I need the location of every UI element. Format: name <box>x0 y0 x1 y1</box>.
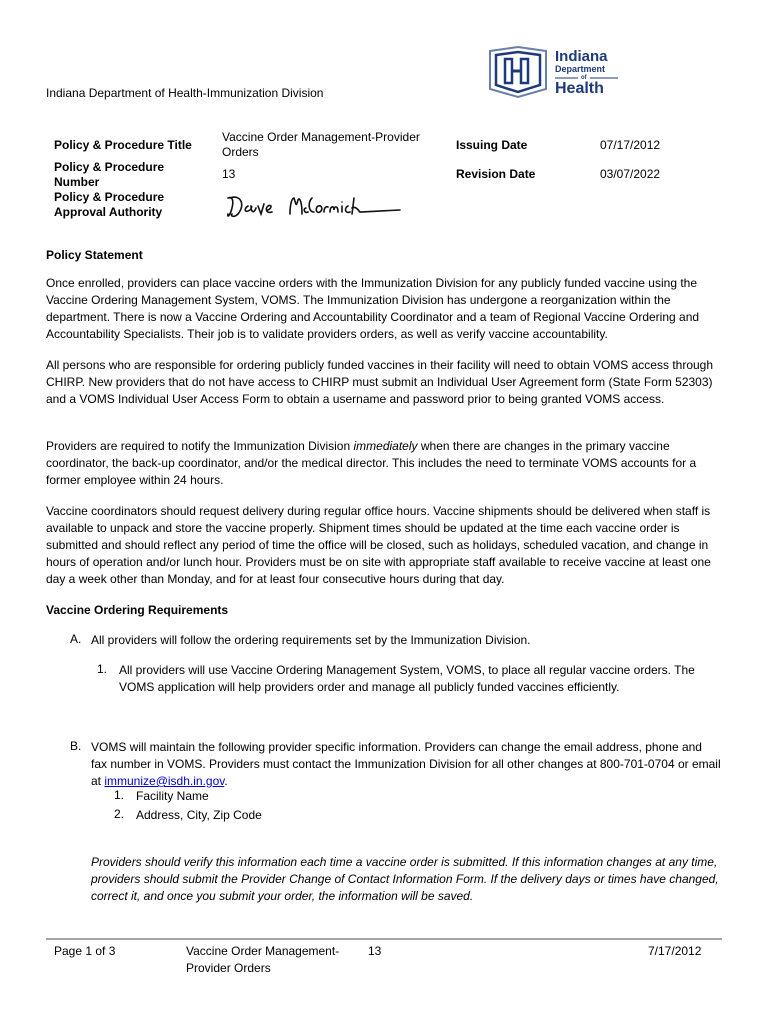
paragraph-3-end: when there are changes in the primary vaccine coordinator, the back-up coordinator, and/or the medical director. This includes the need to terminate VOMS accounts for a former employee within 24 hours. <box>46 439 697 487</box>
number-label <box>54 160 164 190</box>
paragraph-1: Once enrolled, providers can place vaccine orders with the Immunization Division for any publicly funded vaccine using the Vaccine Ordering Management System, VOMS. The Immunization Division has undergone a reorganization within the department. There is now a Vaccine Ordering and Accountability Coordinator and a team of Regional Vaccine Ordering and Accountability Specialists. Their job is to validate providers orders, as well as verify vaccine accountability. <box>46 276 700 341</box>
approval-label <box>54 190 164 220</box>
ordering-requirements-heading: Vaccine Ordering Requirements <box>46 603 229 617</box>
item-b1-text: Facility Name <box>136 789 209 803</box>
logo-line3: of <box>581 75 587 81</box>
item-b1-marker: 1. <box>114 788 125 802</box>
logo-line2: Department <box>555 64 606 74</box>
footer-date: 7/17/2012 <box>648 944 702 958</box>
approval-label-line1: Policy & Procedure <box>54 190 165 204</box>
number-label-line1: Policy & Procedure <box>54 160 165 174</box>
policy-statement-heading: Policy Statement <box>46 248 143 262</box>
signature-icon <box>224 190 414 224</box>
item-b2-marker: 2. <box>114 807 125 821</box>
item-b-body: VOMS will maintain the following provider specific information. Providers can change the email address, phone and fax number in VOMS. Providers must contact the Immunization Division for all other changes at 800-701-0704 or email at <box>91 740 721 788</box>
paragraph-2: All persons who are responsible for ordering publicly funded vaccines in their facility will need to obtain VOMS access through CHIRP. New providers that do not have access to CHIRP must submit an Individual User Agreement form (State Form 52303) and a VOMS Individual User Access Form to obtain a username and password prior to being granted VOMS access. <box>46 358 714 406</box>
paragraph-3 <box>46 438 720 489</box>
title-value-line2: Orders <box>222 145 259 159</box>
footer-title-line2: Provider Orders <box>186 961 271 975</box>
title-label: Policy & Procedure Title <box>54 138 192 152</box>
item-a1-marker: 1. <box>97 662 108 676</box>
number-label-line2: Number <box>54 175 100 189</box>
indiana-health-logo <box>488 45 622 99</box>
footer-title-line1: Vaccine Order Management- <box>186 944 340 958</box>
title-value-line1: Vaccine Order Management-Provider <box>222 130 420 144</box>
paragraph-4: Vaccine coordinators should request delivery during regular office hours. Vaccine shipments should be delivered when staff is available to unpack and store the vaccine properly. Shipment times should be updated at the time each vaccine order is submitted and should reflect any period of time the office will be closed, such as holidays, scheduled vacation, and change in hours of operation and/or lunch hour. Providers must be on site with appropriate staff available to receive vaccine at least one day a week other than Monday, and for at least four consecutive hours during that day. <box>46 504 711 586</box>
logo-mark-icon <box>488 45 622 99</box>
paragraph-3-start: Providers are required to notify the Immunization Division <box>46 439 354 453</box>
paragraph-3-emphasis: immediately <box>353 439 418 453</box>
footer-page: Page 1 of 3 <box>54 944 116 958</box>
item-b2-text: Address, City, Zip Code <box>136 808 262 822</box>
footer-title <box>186 943 339 977</box>
approval-label-line2: Approval Authority <box>54 205 163 219</box>
revision-date-value: 03/07/2022 <box>600 167 661 181</box>
issuing-date-label: Issuing Date <box>456 138 528 152</box>
verification-note: Providers should verify this information each time a vaccine order is submitted. If this information changes at any time, providers should submit the Provider Change of Contact Information Form. If the delivery days or times have changed, correct it, and once you submit your order, the information will be saved. <box>91 855 719 903</box>
item-a-text: All providers will follow the ordering requirements set by the Immunization Division. <box>91 633 531 647</box>
title-value <box>222 130 420 160</box>
issuing-date-value: 07/17/2012 <box>600 138 661 152</box>
number-value: 13 <box>222 167 236 181</box>
item-a-marker: A. <box>70 632 82 646</box>
logo-line4: Health <box>555 80 604 97</box>
department-name: Indiana Department of Health-Immunization Division <box>46 86 324 100</box>
item-b-text <box>91 739 721 790</box>
logo-line1: Indiana <box>555 48 608 65</box>
footer-number: 13 <box>368 944 382 958</box>
item-a1-text: All providers will use Vaccine Ordering Management System, VOMS, to place all regular vaccine orders. The VOMS application will help providers order and manage all publicly funded vaccines efficiently. <box>119 663 695 694</box>
revision-date-label: Revision Date <box>456 167 536 181</box>
signature <box>224 190 414 224</box>
item-b-period: . <box>224 774 228 788</box>
footer-divider <box>46 938 722 940</box>
item-b-marker: B. <box>70 739 82 753</box>
email-link[interactable]: immunize@isdh.in.gov <box>104 774 225 788</box>
signature-name <box>414 190 415 191</box>
